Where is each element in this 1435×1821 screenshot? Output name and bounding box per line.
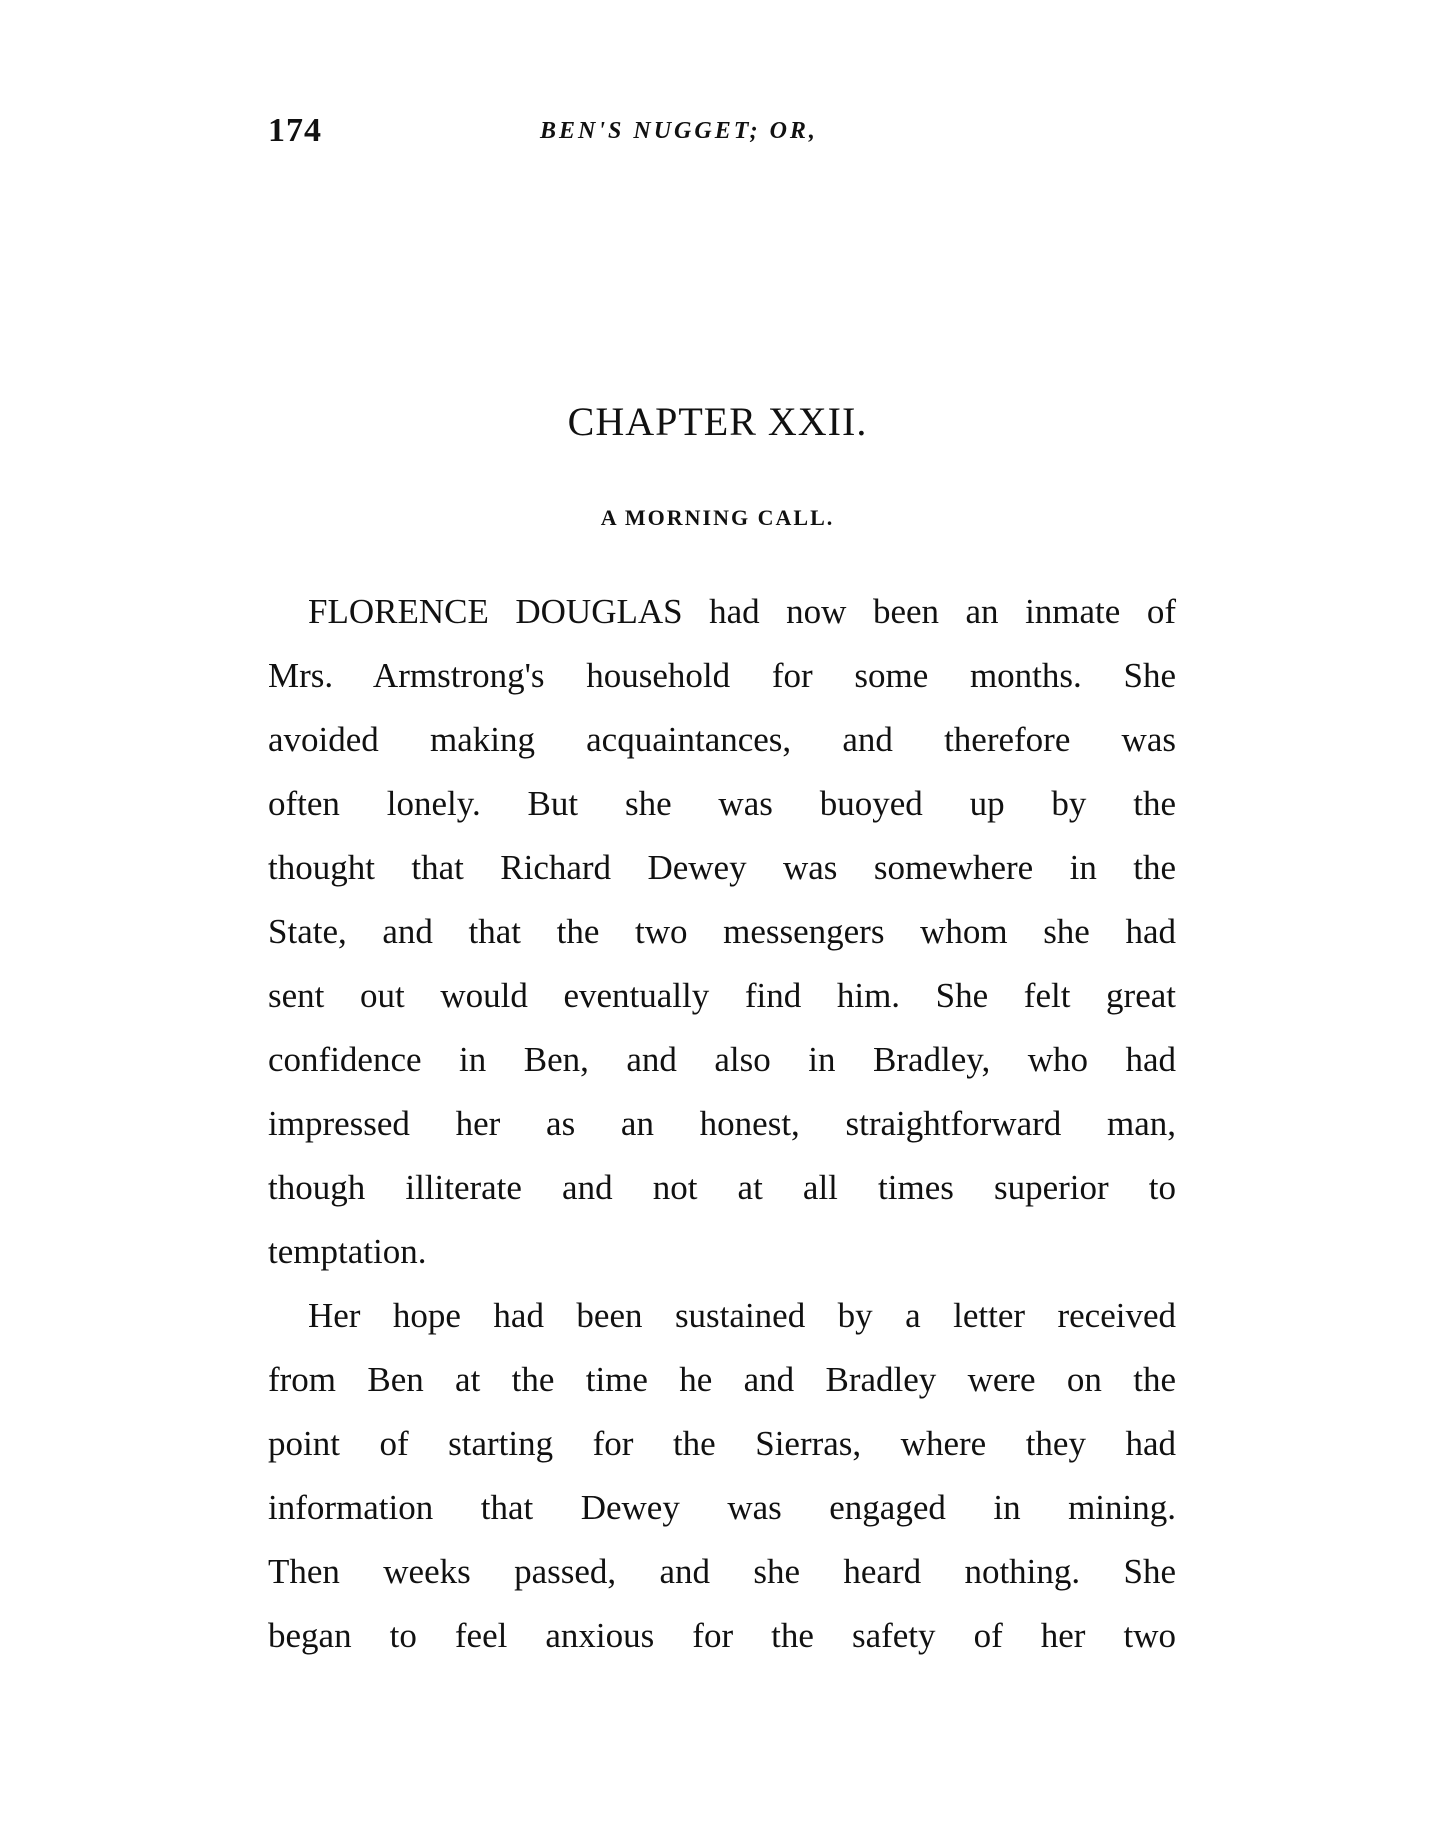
text-line: confidence in Ben, and also in Bradley, who had [268, 1040, 1176, 1079]
running-head [268, 112, 1188, 152]
text-line: FLORENCE DOUGLAS had now been an inmate of [308, 592, 1176, 631]
text-line: avoided making acquaintances, and therefore was [268, 720, 1176, 759]
chapter-subtitle: A MORNING CALL. [600, 505, 835, 530]
text-line: Then weeks passed, and she heard nothing. She [268, 1552, 1176, 1591]
text-line: Mrs. Armstrong's household for some months. She [268, 656, 1176, 695]
text-line: point of starting for the Sierras, where they had [268, 1424, 1176, 1463]
page-number: 174 [268, 112, 322, 149]
text-line: sent out would eventually find him. She felt great [268, 976, 1176, 1015]
text-line: thought that Richard Dewey was somewhere in the [268, 848, 1176, 887]
paragraph [268, 580, 1176, 1284]
text-line: information that Dewey was engaged in mining. [268, 1488, 1176, 1527]
text-line: from Ben at the time he and Bradley were on the [268, 1360, 1176, 1399]
text-line: Her hope had been sustained by a letter received [308, 1296, 1176, 1335]
paragraph [268, 1284, 1176, 1668]
text-line: State, and that the two messengers whom she had [268, 912, 1176, 951]
text-line: temptation. [268, 1232, 427, 1271]
body-text [268, 580, 1176, 1668]
chapter-heading: CHAPTER XXII. [567, 399, 868, 444]
text-line: impressed her as an honest, straightforward man, [268, 1104, 1176, 1143]
text-line: began to feel anxious for the safety of her two [268, 1616, 1176, 1655]
text-line: often lonely. But she was buoyed up by the [268, 784, 1176, 823]
running-title: BEN'S NUGGET; OR, [540, 118, 818, 144]
text-line: though illiterate and not at all times superior to [268, 1168, 1176, 1207]
